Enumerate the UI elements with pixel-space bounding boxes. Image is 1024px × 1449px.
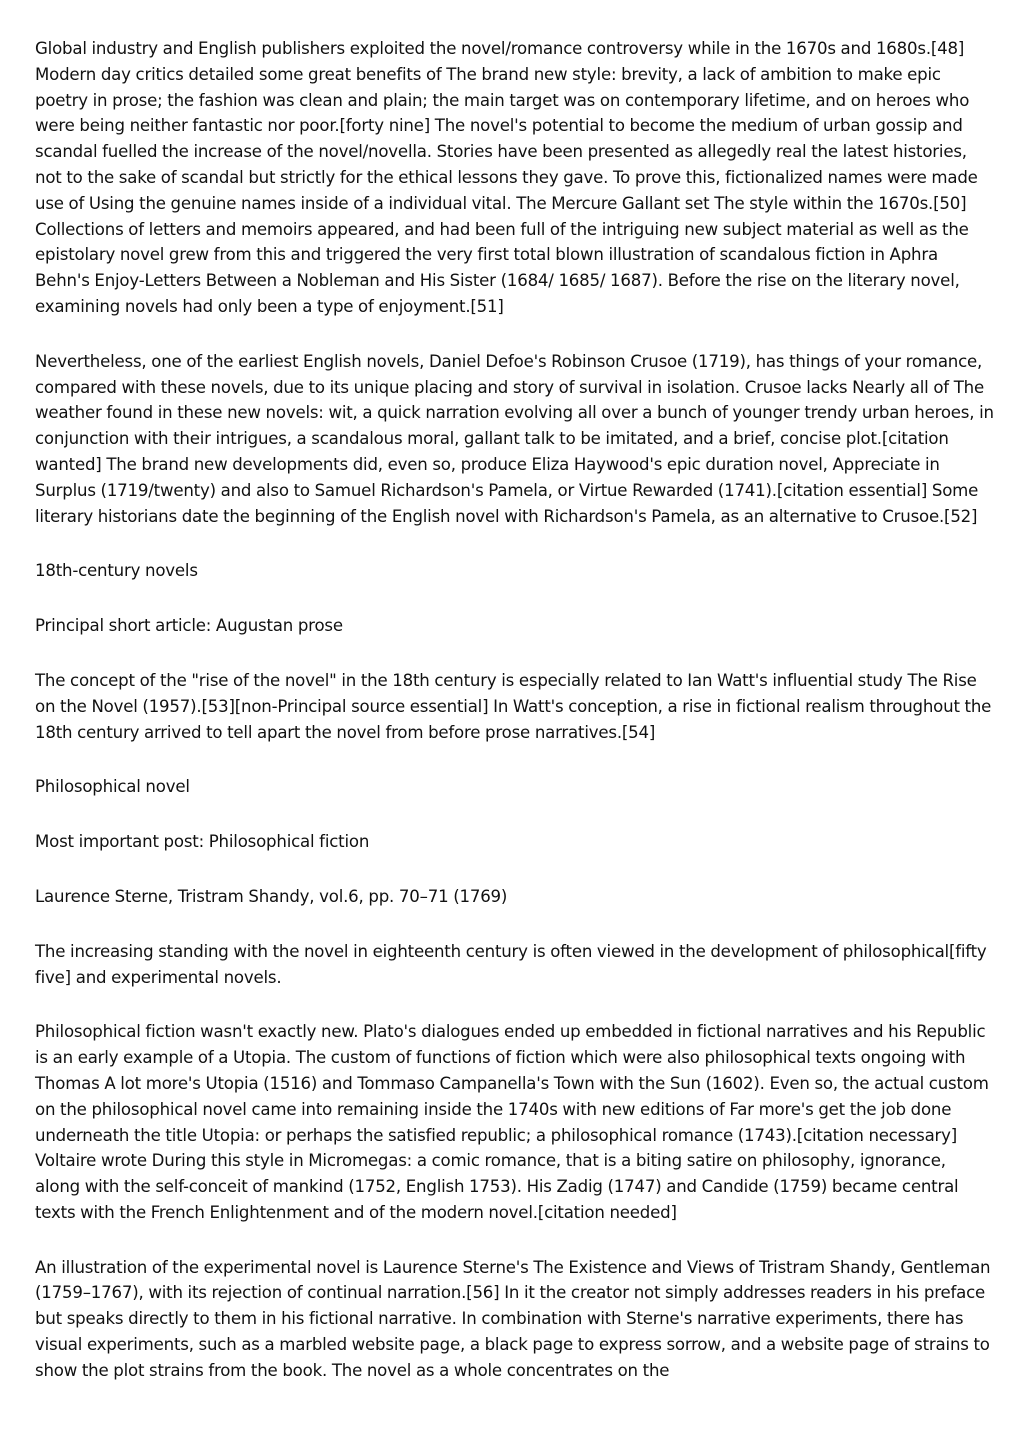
paragraph-rise-of-the-novel: The concept of the "rise of the novel" in the 18th century is especially related to Ian Watt's influential study The Rise on the Novel (1957).[53][non-Principal source essential] In Watt's conception, a rise in fictional realism throughout the 18th century arrived to tell apart the novel from before prose narratives.[54] [35,670,992,742]
main-article-philosophical-fiction: Most important post: Philosophical fiction [35,832,370,852]
paragraph-robinson-crusoe: Nevertheless, one of the earliest English novels, Daniel Defoe's Robinson Crusoe (1719), has things of your romance, compared with these novels, due to its unique placing and story of survival in isolation. Crusoe lacks Nearly all of The weather found in these new novels: wit, a quick narration evolving all over a bunch of younger trendy urban heroes, in conjunction with their intrigues, a scandalous moral, gallant talk to be imitated, and a brief, concise plot.[citation wanted] The brand new developments did, even so, produce Eliza Haywood's epic duration novel, Appreciate in Surplus (1719/twenty) and also to Samuel Richardson's Pamela, or Virtue Rewarded (1741).[citation essential] Some literary historians date the beginning of the English novel with Richardson's Pamela, as an alternative to Crusoe.[52] [35,351,994,526]
paragraph-novel-romance-controversy: Global industry and English publishers exploited the novel/romance controversy while in the 1670s and 1680s.[48] Modern day critics detailed some great benefits of The brand new style: brevity, a lack of ambition to make epic poetry in prose; the fashion was clean and plain; the main target was on contemporary lifetime, and on heroes who were being neither fantastic nor poor.[forty nine] The novel's potential to become the medium of urban gossip and scandal fuelled the increase of the novel/novella. Stories have been presented as allegedly real the latest histories, not to the sake of scandal but strictly for the ethical lessons they gave. To prove this, fictionalized names were made use of Using the genuine names inside of a individual vital. The Mercure Gallant set The style within the 1670s.[50] Collections of letters and memoirs appeared, and had been full of the intriguing new subject material as well as the epistolary novel grew from this and triggered the very first total blown illustration of scandalous fiction in Aphra Behn's Enjoy-Letters Between a Nobleman and His Sister (1684/ 1685/ 1687). Before the rise on the literary novel, examining novels had only been a type of enjoyment.[51] [35,39,978,316]
heading-philosophical-novel: Philosophical novel [35,777,190,797]
main-article-augustan-prose: Principal short article: Augustan prose [35,616,343,636]
paragraph-experimental-novel: An illustration of the experimental novel is Laurence Sterne's The Existence and Views of Tristram Shandy, Gentleman (1759–1767), with its rejection of continual narration.[56] In it the creator not simply addresses readers in his preface but speaks directly to them in his fictional narrative. In combination with Sterne's narrative experiments, there has visual experiments, such as a marbled website page, a black page to express sorrow, and a website page of strains to show the plot strains from the book. The novel as a whole concentrates on the [35,1257,991,1380]
paragraph-philosophical-fiction: Philosophical fiction wasn't exactly new. Plato's dialogues ended up embedded in fictional narratives and his Republic is an early example of a Utopia. The custom of functions of fiction which were also philosophical texts ongoing with Thomas A lot more's Utopia (1516) and Tommaso Campanella's Town with the Sun (1602). Even so, the actual custom on the philosophical novel came into remaining inside the 1740s with new editions of Far more's get the job done underneath the title Utopia: or perhaps the satisfied republic; a philosophical romance (1743).[citation necessary] Voltaire wrote During this style in Micromegas: a comic romance, that is a biting satire on philosophy, ignorance, along with the self-conceit of mankind (1752, English 1753). His Zadig (1747) and Candide (1759) became central texts with the French Enlightenment and of the modern novel.[citation needed] [35,1022,989,1222]
paragraph-increasing-standing: The increasing standing with the novel in eighteenth century is often viewed in the development of philosophical[fifty five] and experimental novels. [35,941,987,987]
heading-18th-century-novels: 18th-century novels [35,561,198,581]
caption-tristram-shandy: Laurence Sterne, Tristram Shandy, vol.6, pp. 70–71 (1769) [35,886,508,906]
document-body [35,36,995,1413]
